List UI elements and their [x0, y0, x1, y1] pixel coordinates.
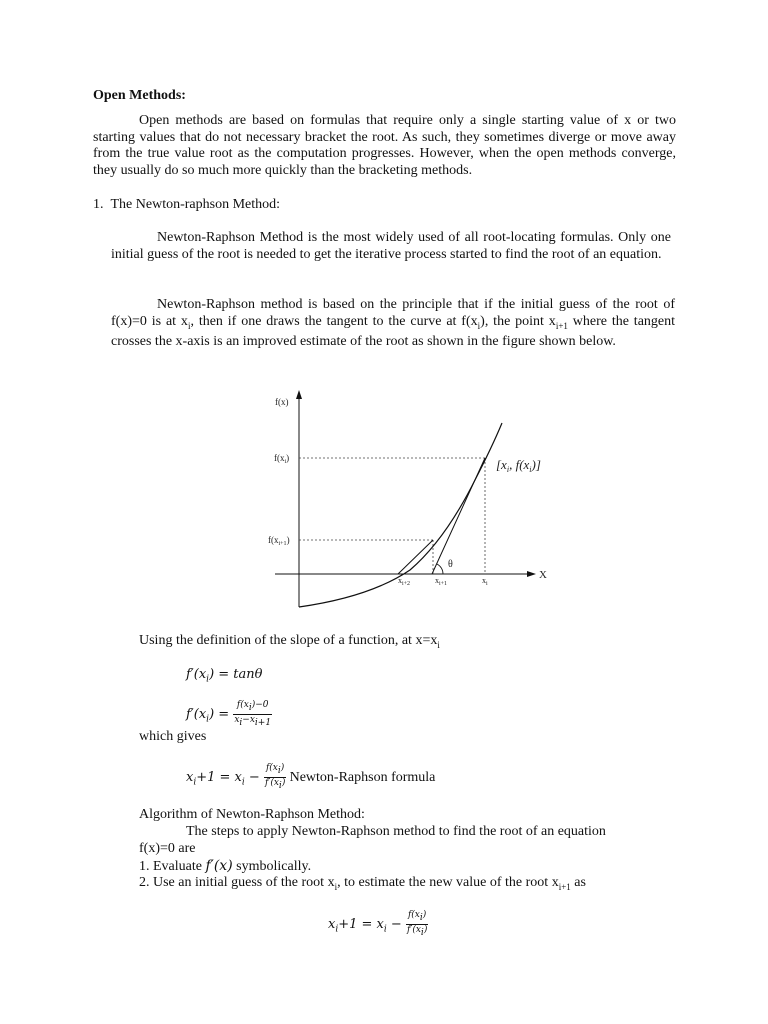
x-axis-label: X [539, 569, 547, 581]
section-newton-raphson [93, 197, 280, 214]
point-label: [$x_i$, $f(x_i)$] [496, 457, 541, 474]
slope-definition-text [139, 633, 440, 653]
principle-paragraph [111, 297, 675, 350]
xi-label: $x_i$ [482, 576, 488, 587]
step1-math: f′(x) [205, 858, 233, 874]
iteration-fraction: $\frac{f(x_i)}{f'(x_i)}$ [406, 910, 428, 938]
section-number: 1. [93, 197, 104, 212]
slope-sub: i [437, 639, 440, 650]
principle-sub-c: i+1 [555, 320, 568, 331]
slope-text: Using the definition of the slope of a function, at x=x [139, 633, 438, 648]
fxi1-label: $f(x_{i+1})$ [268, 535, 290, 547]
theta-label: θ [448, 559, 453, 570]
algorithm-step-2: 2. Use an initial guess of the root $x_i$, to estimate the new value of the root $x_{i+1}$ as [139, 875, 586, 892]
algorithm-intro-line1: The steps to apply Newton-Raphson method to find the root of an equation [186, 824, 606, 839]
equation-derivative-fraction: $f'(x_i)$ = $\frac{f(x_i)-0}{x_i-x_{i+1}}$ [186, 700, 272, 728]
newton-fraction: $\frac{f(x_i)}{f'(x_i)}$ [264, 763, 286, 791]
principle-text-b: , then if one draws the tangent to the curve at f(x [190, 313, 478, 329]
tangent-at-xi1 [398, 540, 433, 574]
algorithm-step-1: 1. Evaluate f′(x) symbolically. [139, 858, 312, 874]
xi1-label: $x_{i+1}$ [435, 576, 448, 587]
newton-raphson-formula-line: $x_i+1 = x_i$ − $\frac{f(x_i)}{f'(x_i)}$ Newton-Raphson formula [186, 763, 436, 791]
intro-paragraph: Open methods are based on formulas that require only a single starting value of x or two starting values that do not necessary bracket the root. As such, they sometimes diverge or move away from the true value root as the computation progresses. However, when the open methods converge, they usually do so much more quickly than the bracketing methods. [93, 113, 676, 178]
usage-paragraph: Newton-Raphson Method is the most widely used of all root-locating formulas. Only one initial guess of the root is needed to get the iterative process started to find the root of an equation. [111, 230, 671, 262]
newton-raphson-figure [260, 385, 560, 615]
principle-sub-b: i [477, 320, 481, 331]
principle-text-a: Newton-Raphson method is based on the principle that if the initial guess of the root of f(x)=0 is at x [111, 297, 675, 329]
principle-sub-a: i [187, 320, 191, 331]
section-title: The Newton-raphson Method: [110, 197, 281, 212]
xi2-label: $x_{i+2}$ [398, 576, 411, 587]
theta-arc [437, 564, 443, 574]
slope-fraction: $\frac{f(x_i)-0}{x_i-x_{i+1}}$ [234, 700, 272, 728]
algorithm-title: Algorithm of Newton-Raphson Method: [139, 807, 365, 822]
y-axis-label: f(x) [275, 397, 289, 407]
iteration-formula: $x_i+1 = x_i$ − $\frac{f(x_i)}{f'(x_i)}$ [328, 910, 428, 938]
which-gives-text: which gives [139, 729, 207, 744]
heading-open-methods: Open Methods: [93, 88, 186, 103]
formula-caption: Newton-Raphson formula [289, 769, 436, 785]
x-axis-arrow-icon [527, 571, 536, 577]
principle-text-d: where the tangent crosses the x-axis is an improved estimate of the root as shown in the figure shown below. [111, 313, 676, 349]
algorithm-intro-line2: f(x)=0 are [139, 841, 196, 856]
fxi-label: $f(x_i)$ [274, 453, 290, 465]
equation-derivative-tan: $f'(x_i) = \tan\theta$ [186, 667, 263, 685]
y-axis-arrow-icon [296, 390, 302, 399]
tangent-at-xi [432, 458, 485, 574]
principle-text-c: ), the point x [480, 313, 556, 329]
